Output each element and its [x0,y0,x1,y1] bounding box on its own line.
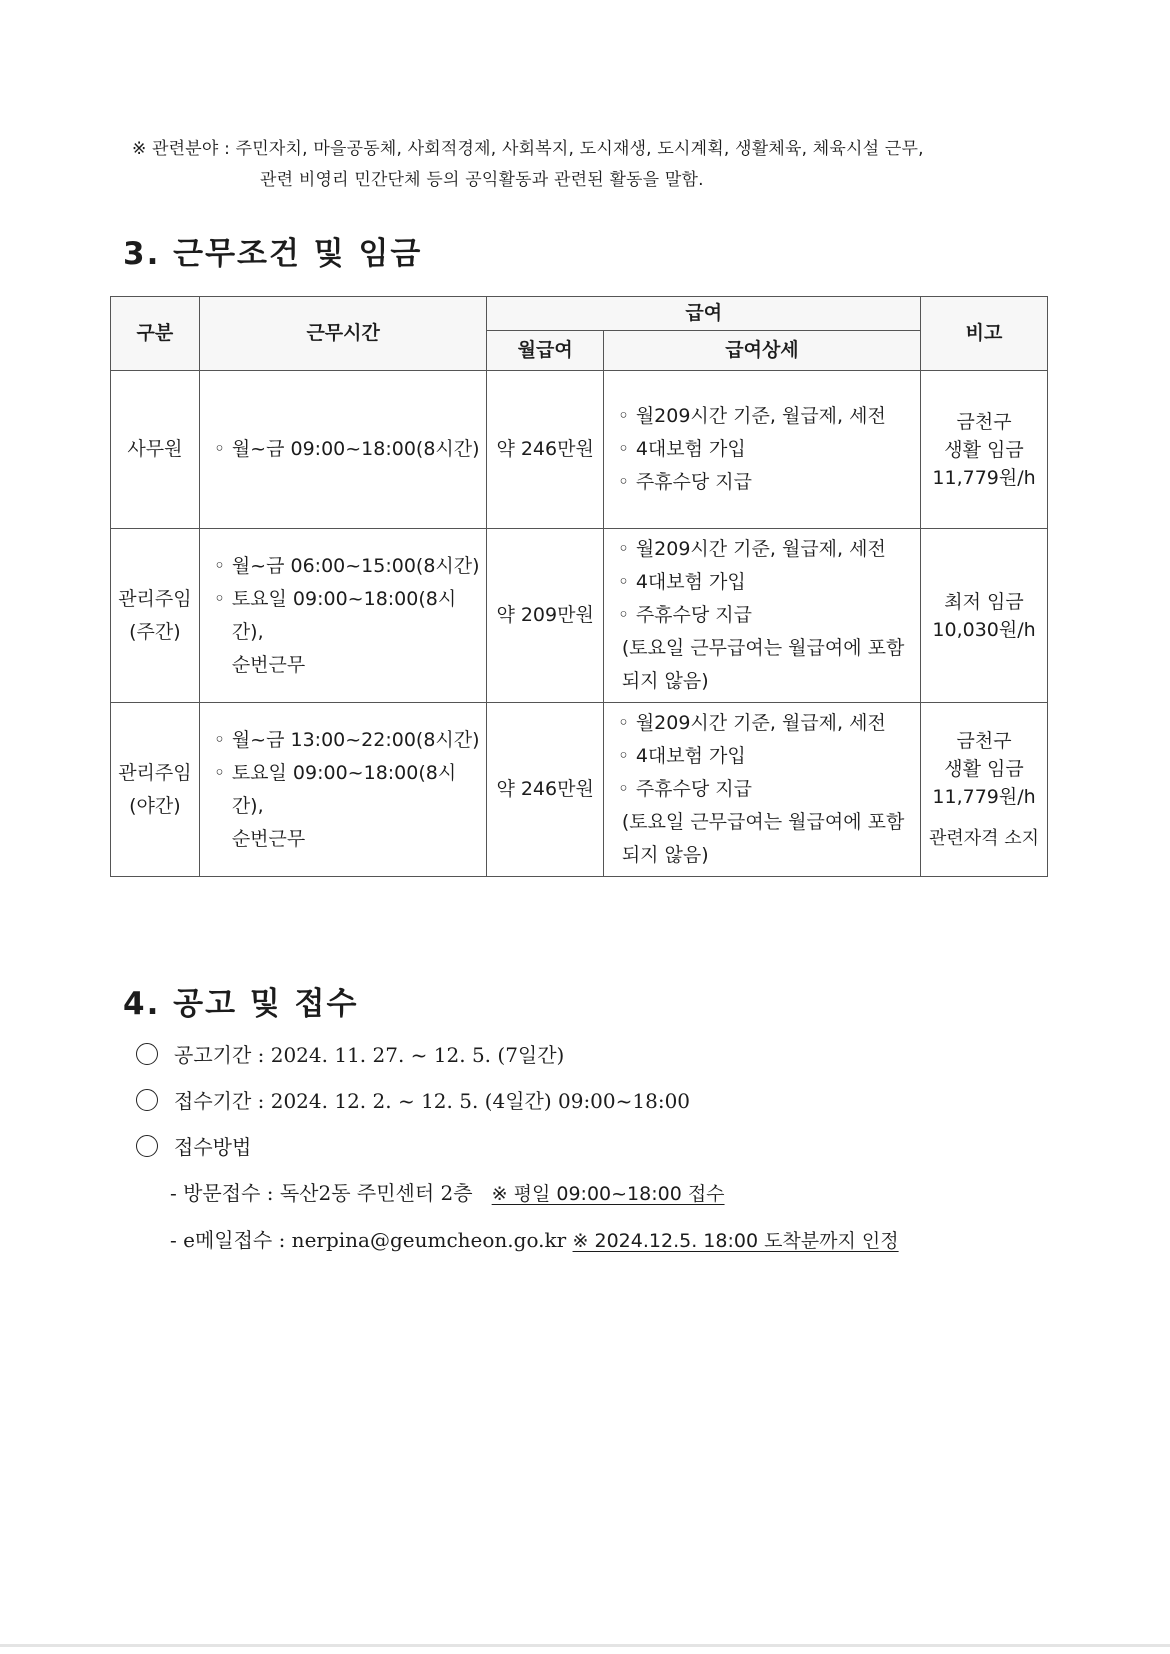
row-details: ◦ 월209시간 기준, 월급제, 세전 ◦ 4대보험 가입 ◦ 주휴수당 지급 [603,371,920,529]
table-row [111,371,1048,529]
notice-receipt-list [136,1032,1096,1264]
hours-line: 월~금 13:00~22:00(8시간) [231,728,480,751]
detail-note: (토요일 근무급여는 월급여에 포함되지 않음) [621,811,905,866]
detail-line: 주휴수당 지급 [635,604,752,626]
working-conditions-table [110,296,1048,877]
hours-line: 토요일 09:00~18:00(8시간), [231,761,457,817]
hours-line: 순번근무 [231,653,306,676]
remark-line: 11,779원/h [932,785,1036,808]
detail-note: (토요일 근무급여는 월급여에 포함되지 않음) [621,637,905,692]
row-remarks [921,371,1048,529]
remark-line: 최저 임금 [944,590,1024,613]
circle-bullet-icon [136,1135,158,1157]
remark-line: 10,030원/h [932,618,1036,641]
detail-line: 4대보험 가입 [635,571,746,593]
table-row [111,529,1048,703]
receipt-method-text: 접수방법 [174,1135,252,1159]
detail-line: 주휴수당 지급 [635,471,752,493]
row-category [111,529,200,703]
notice-period-text: 공고기간 : 2024. 11. 27. ~ 12. 5. (7일간) [174,1043,565,1067]
category-sub-label: (주간) [129,620,181,643]
row-monthly: 약 246만원 [487,703,603,877]
detail-line: 4대보험 가입 [635,438,746,460]
header-pay: 급여 [487,297,921,331]
row-hours: ◦ 월~금 09:00~18:00(8시간) [199,371,487,529]
header-detail: 급여상세 [603,331,920,371]
notice-period-item [136,1032,1096,1078]
row-category [111,371,200,529]
hours-line: 토요일 09:00~18:00(8시간), [231,587,457,643]
remark-line: 금천구 [956,410,1012,433]
receipt-period-text: 접수기간 : 2024. 12. 2. ~ 12. 5. (4일간) 09:00~18:00 [174,1089,691,1113]
category-label: 관리주임 [118,761,192,784]
category-sub-label: (야간) [129,794,181,817]
hours-line: 순번근무 [231,827,306,850]
table-row [111,703,1048,877]
section-4-title: 4. 공고 및 접수 [123,986,359,1022]
remark-extra: 관련자격 소지 [929,827,1040,849]
visit-receipt-note: ※ 평일 09:00~18:00 접수 [491,1183,725,1205]
row-monthly: 약 246만원 [487,371,603,529]
email-receipt-item [136,1217,1096,1264]
related-fields-note [132,134,1072,196]
email-receipt-text: - e메일접수 : nerpina@geumcheon.go.kr [170,1228,567,1252]
category-label: 사무원 [127,438,183,460]
header-hours: 근무시간 [199,297,487,371]
receipt-period-item [136,1078,1096,1124]
detail-line: 주휴수당 지급 [635,778,752,800]
remark-line: 11,779원/h [932,466,1036,489]
note-line-1: ※ 관련분야 : 주민자치, 마을공동체, 사회적경제, 사회복지, 도시재생, 도시계획, 생활체육, 체육시설 근무, [132,139,924,159]
row-remarks [921,703,1048,877]
header-remarks: 비고 [921,297,1048,371]
row-details: ◦ 월209시간 기준, 월급제, 세전 ◦ 4대보험 가입 ◦ 주휴수당 지급 (토요일 근무급여는 월급여에 포함되지 않음) [603,529,920,703]
detail-line: 월209시간 기준, 월급제, 세전 [635,712,886,734]
category-label: 관리주임 [118,587,192,610]
note-line-2: 관련 비영리 민간단체 등의 공익활동과 관련된 활동을 말함. [260,170,704,190]
visit-receipt-item [136,1170,1096,1217]
detail-line: 월209시간 기준, 월급제, 세전 [635,538,886,560]
detail-line: 4대보험 가입 [635,745,746,767]
detail-line: 월209시간 기준, 월급제, 세전 [635,405,886,427]
header-monthly: 월급여 [487,331,603,371]
receipt-method-item [136,1124,1096,1170]
hours-line: 월~금 06:00~15:00(8시간) [231,554,480,577]
row-monthly: 약 209만원 [487,529,603,703]
remark-line: 생활 임금 [944,438,1024,461]
circle-bullet-icon [136,1089,158,1111]
page-bottom-edge [0,1644,1170,1647]
visit-receipt-text: - 방문접수 : 독산2동 주민센터 2층 [170,1181,473,1205]
row-remarks [921,529,1048,703]
remark-line: 생활 임금 [944,757,1024,780]
remark-line: 금천구 [956,729,1012,752]
email-receipt-note: ※ 2024.12.5. 18:00 도착분까지 인정 [572,1230,899,1252]
row-hours: ◦ 월~금 06:00~15:00(8시간) ◦ 토요일 09:00~18:00(8시간), 순번근무 [199,529,487,703]
circle-bullet-icon [136,1043,158,1065]
row-details: ◦ 월209시간 기준, 월급제, 세전 ◦ 4대보험 가입 ◦ 주휴수당 지급 (토요일 근무급여는 월급여에 포함되지 않음) [603,703,920,877]
section-3-title: 3. 근무조건 및 임금 [123,236,423,272]
row-hours: ◦ 월~금 13:00~22:00(8시간) ◦ 토요일 09:00~18:00(8시간), 순번근무 [199,703,487,877]
row-category [111,703,200,877]
header-category: 구분 [111,297,200,371]
hours-line: 월~금 09:00~18:00(8시간) [231,438,480,460]
